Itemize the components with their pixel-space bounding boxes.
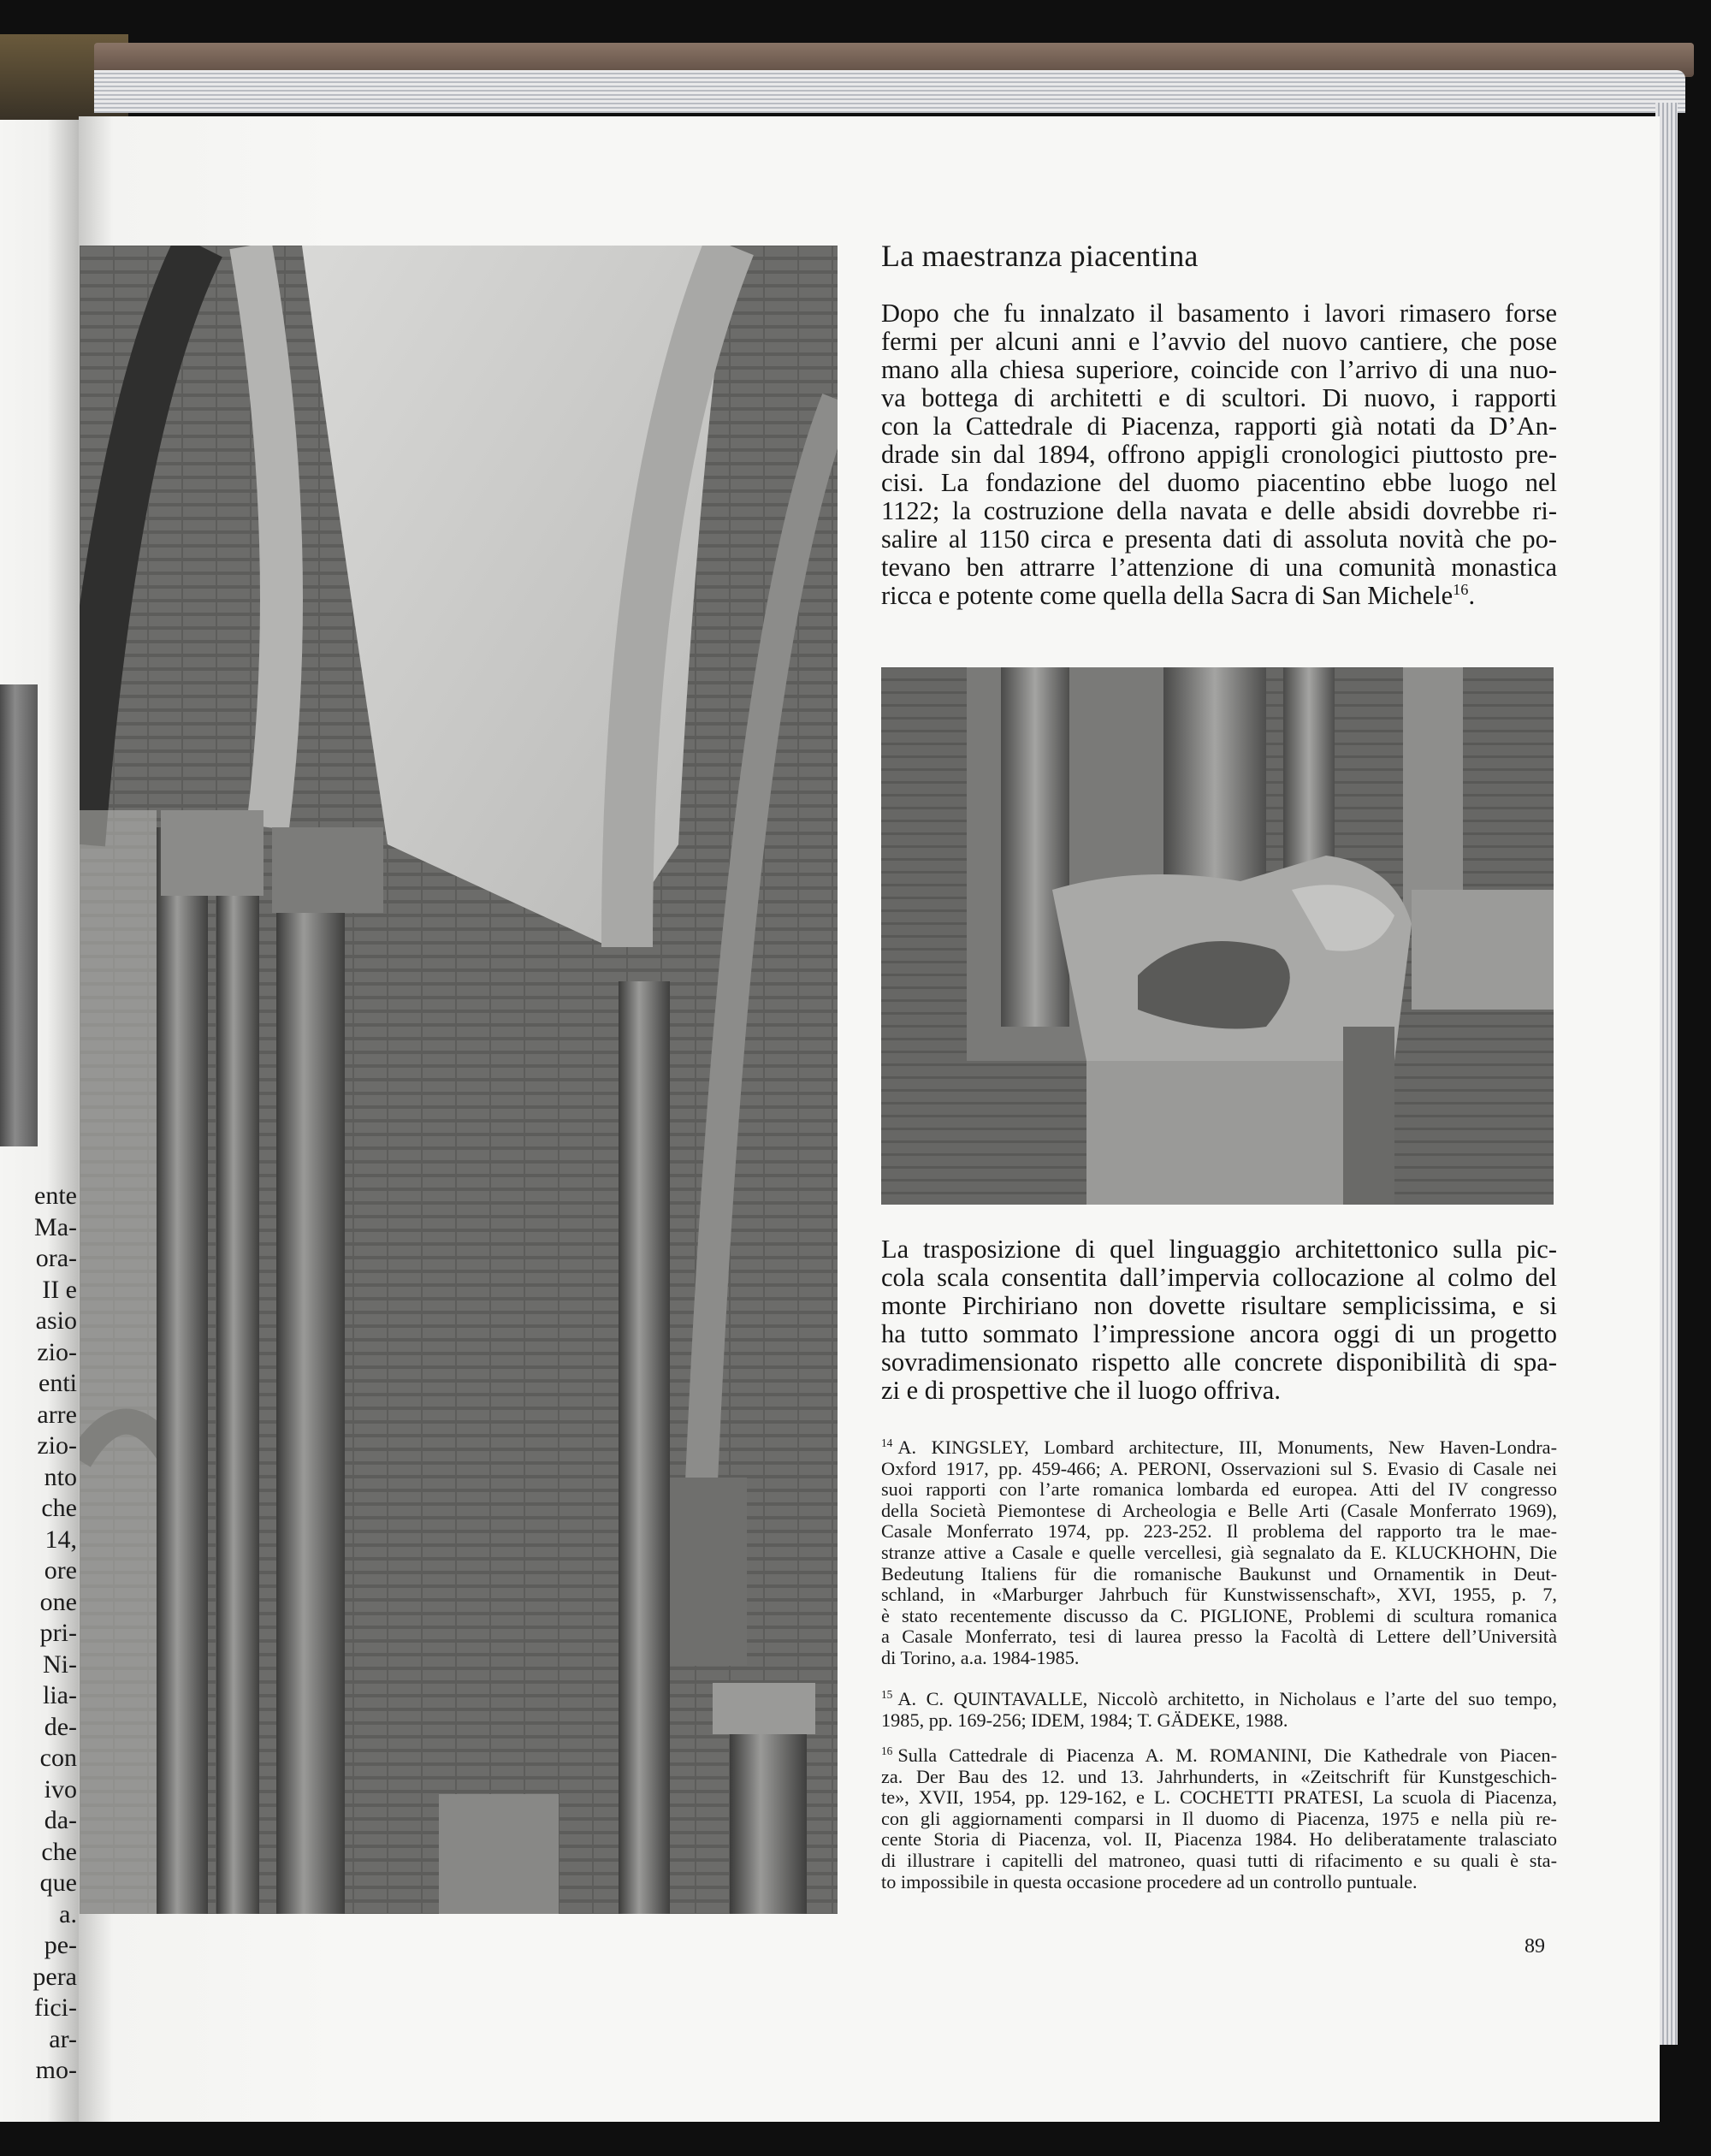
page-edges-top	[94, 70, 1685, 113]
footnote-14	[881, 1437, 1557, 1669]
left-page-fragment: 14,	[44, 1525, 77, 1554]
left-page-fragment: Ni-	[43, 1650, 77, 1679]
left-page-fragment: fici-	[34, 1993, 77, 2022]
left-page-fragment: arre	[37, 1400, 77, 1429]
paragraph-1-line: tevano ben attrarre l’attenzione di una comunità monastica	[881, 553, 1557, 582]
left-page-fragment: pri-	[39, 1619, 77, 1647]
footnote-14-line: Oxford 1917, pp. 459-466; A. PERONI, Osservazioni sul S. Evasio di Casale nei	[881, 1457, 1557, 1479]
paragraph-2-line: sovradimensionato rispetto alle concrete disponibilità di spa-	[881, 1348, 1557, 1377]
left-page-fragment: con	[39, 1744, 77, 1772]
left-page-fragment: asio	[35, 1306, 77, 1335]
left-page-fragment: da-	[44, 1806, 77, 1834]
paragraph-2-line: zi e di prospettive che il luogo offriva.	[881, 1376, 1281, 1405]
paragraph-1-line: drade sin dal 1894, offrono appigli cronologici piuttosto pre-	[881, 440, 1557, 469]
paragraph-1-line: salire al 1150 circa e presenta dati di assoluta novità che po-	[881, 524, 1557, 554]
paragraph-1-line: 1122; la costruzione della navata e delle absidi dovrebbe ri-	[881, 496, 1557, 525]
left-page-fragment: ar-	[49, 2024, 77, 2053]
footnote-16-line: te», XVII, 1954, pp. 129-162, e L. COCHETTI PRATESI, La scuola di Piacenza,	[881, 1786, 1557, 1809]
left-page-fragment: zio-	[37, 1431, 77, 1460]
left-page-fragment: que	[39, 1869, 77, 1897]
body-paragraph-2	[881, 1235, 1557, 1405]
body-paragraph-1	[881, 299, 1557, 610]
page-number: 89	[1525, 1935, 1545, 1958]
footnote-14-line: $^{14}$ A. KINGSLEY, Lombard architecture, III, Monuments, New Haven-Londra-	[881, 1436, 1557, 1458]
paragraph-1-line: fermi per alcuni anni e l’avvio del nuovo cantiere, che pose	[881, 327, 1557, 356]
footnote-14-line: suoi rapporti con l’arte romanica lombarda ed europea. Atti del IV congresso	[881, 1478, 1557, 1501]
left-page-photo	[0, 684, 38, 1146]
left-page-fragment: ente	[34, 1182, 77, 1210]
footnote-14-line: Bedeutung Italiens für die romanische Baukunst und Ornamentik in Deut-	[881, 1562, 1557, 1584]
photo-carved-capital	[881, 667, 1554, 1205]
footnote-15-line: $^{15}$ A. C. QUINTAVALLE, Niccolò architetto, in Nicholaus e l’arte del suo tempo,	[881, 1687, 1557, 1709]
left-page-fragment: one	[39, 1587, 77, 1616]
footnote-14-line: schland, in «Marburger Jahrbuch für Kunstwissenschaft», XVI, 1955, p. 7,	[881, 1584, 1557, 1606]
paragraph-1-line: con la Cattedrale di Piacenza, rapporti già notati da D’An-	[881, 412, 1557, 441]
footnote-14-line: di Torino, a.a. 1984-1985.	[881, 1646, 1080, 1668]
paragraph-1-end: .	[1468, 581, 1476, 610]
left-page-fragment: a.	[59, 1899, 77, 1928]
footnote-14-line: Casale Monferrato 1974, pp. 223-252. Il problema del rapporto tra le mae-	[881, 1520, 1557, 1543]
footnote-16-line: cente Storia di Piacenza, vol. II, Piacenza 1984. Ho deliberatamente tralasciato	[881, 1828, 1557, 1851]
footnote-16-line: za. Der Bau des 12. und 13. Jahrhunderts, in «Zeitschrift für Kunstgeschich-	[881, 1765, 1557, 1787]
left-page-fragment: Ma-	[34, 1212, 77, 1241]
paragraph-2-line: monte Pirchiriano non dovette risultare semplicissima, e si	[881, 1291, 1557, 1320]
footnote-16	[881, 1745, 1557, 1892]
paragraph-2-line: La trasposizione di quel linguaggio architettonico sulla pic-	[881, 1235, 1557, 1264]
footnote-16-line: di illustrare i capitelli del matroneo, quasi tutti di rifacimento e su quali è sta-	[881, 1849, 1557, 1871]
photo-cathedral-interior	[80, 246, 838, 1914]
footnote-number: 15	[881, 1687, 893, 1701]
footnote-16-line: con gli aggiornamenti comparsi in Il duomo di Piacenza, 1975 e nella più re-	[881, 1807, 1557, 1829]
left-page-fragment: pe-	[44, 1931, 77, 1959]
left-page-fragment: ivo	[44, 1774, 77, 1804]
left-page-fragment: pera	[33, 1962, 77, 1991]
footnote-14-line: stranze attive a Casale e quelle vercellesi, già segnalato da E. KLUCKHOHN, Die	[881, 1541, 1557, 1563]
left-page-fragment: mo-	[35, 2056, 77, 2084]
left-page-text-fragments	[0, 1181, 77, 2087]
footnote-14-line: della Società Piemontese di Archeologia e Belle Arti (Casale Monferrato 1969),	[881, 1499, 1557, 1521]
paragraph-1-line: ricca e potente come quella della Sacra di San Michele$^{16}$.	[881, 580, 1476, 610]
paragraph-1-line: mano alla chiesa superiore, coincide con l’arrivo di una nuo-	[881, 355, 1557, 384]
left-page-fragment: ora-	[35, 1244, 77, 1272]
left-page-fragment: che	[41, 1494, 77, 1522]
paragraph-1-line: cisi. La fondazione del duomo piacentino ebbe luogo nel	[881, 468, 1557, 497]
left-page-fragment: che	[41, 1837, 77, 1866]
footnote-number: 14	[881, 1436, 893, 1449]
left-page-fragment: lia-	[43, 1681, 77, 1709]
footnote-14-line: è stato recentemente discusso da C. PIGLIONE, Problemi di scultura romanica	[881, 1604, 1557, 1626]
footnote-16-line: $^{16}$ Sulla Cattedrale di Piacenza A. M. ROMANINI, Die Kathedrale von Piacen-	[881, 1744, 1557, 1766]
footnote-number: 16	[881, 1744, 893, 1757]
left-page-fragment: ore	[44, 1556, 77, 1584]
section-title: La maestranza piacentina	[881, 239, 1199, 273]
photo-carved-capital-image	[881, 667, 1554, 1205]
paragraph-1-line: Dopo che fu innalzato il basamento i lavori rimasero forse	[881, 299, 1557, 328]
left-page-fragment: nto	[44, 1462, 77, 1491]
footnote-ref-16[interactable]: 16	[1453, 580, 1469, 598]
left-page-fragment: de-	[44, 1712, 77, 1741]
left-page-fragment: zio-	[37, 1337, 77, 1366]
footnote-15-line: 1985, pp. 169-256; IDEM, 1984; T. GÄDEKE, 1988.	[881, 1709, 1288, 1731]
left-page-fragment: enti	[38, 1369, 77, 1397]
paragraph-2-line: ha tutto sommato l’impressione ancora oggi di un progetto	[881, 1319, 1557, 1348]
paragraph-2-line: cola scala consentita dall’impervia collocazione al colmo del	[881, 1263, 1557, 1292]
left-page-fragment: II e	[42, 1275, 77, 1304]
left-page	[0, 120, 79, 2122]
footnote-16-line: to impossibile in questa occasione procedere ad un controllo puntuale.	[881, 1870, 1418, 1892]
footnote-14-line: a Casale Monferrato, tesi di laurea presso la Facoltà di Lettere dell’Università	[881, 1626, 1557, 1648]
paragraph-1-line: va bottega di architetti e di scultori. Di nuovo, i rapporti	[881, 383, 1557, 412]
photo-cathedral-interior-image	[80, 246, 838, 1914]
footnote-15	[881, 1689, 1557, 1731]
